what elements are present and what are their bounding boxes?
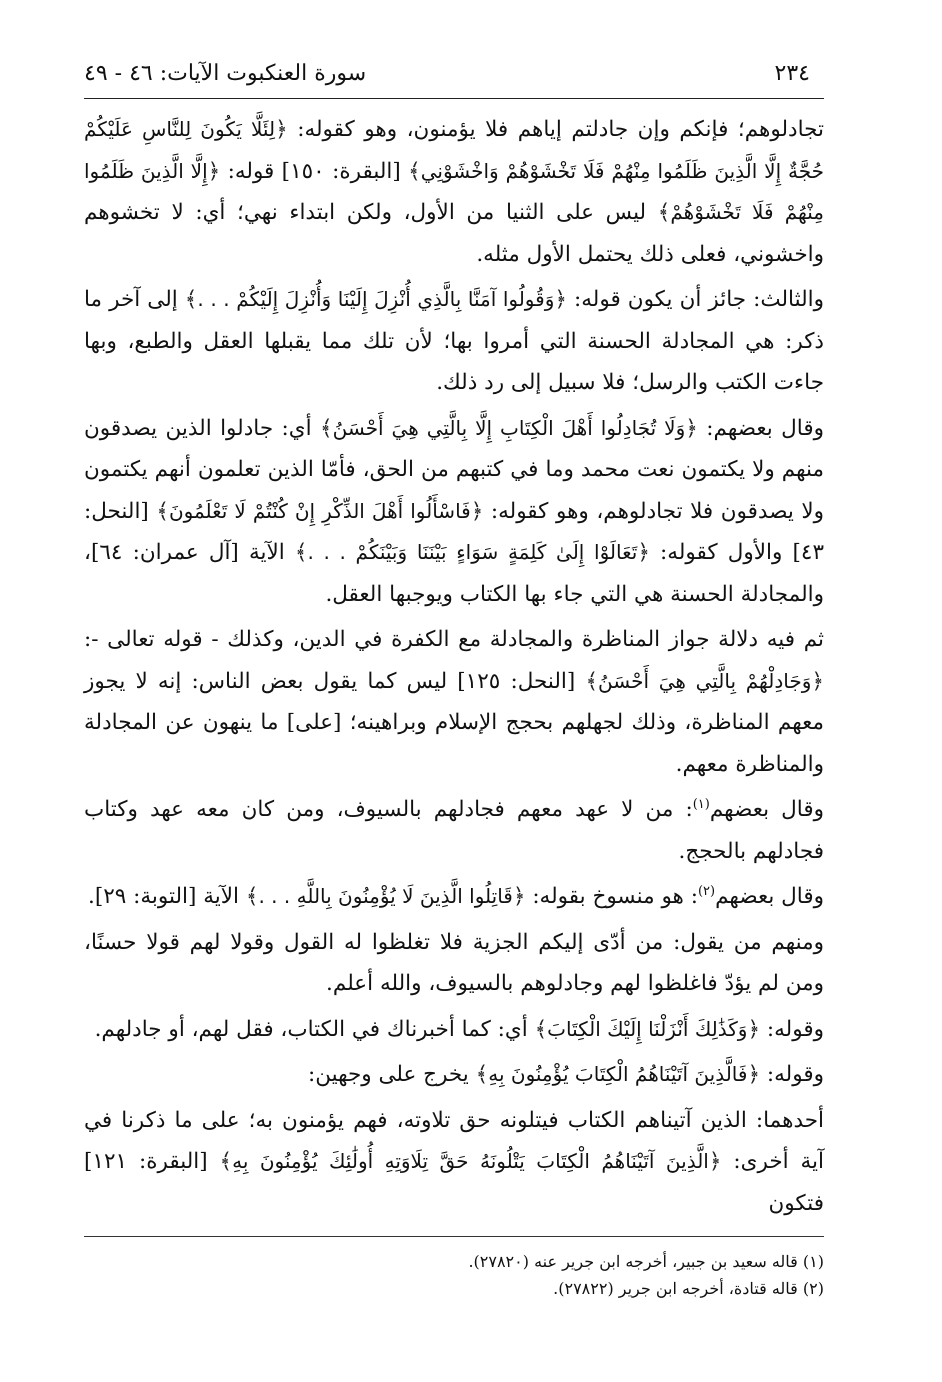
text-run: : من لا عهد معهم فجادلهم بالسيوف، ومن كان معه عهد وكتاب فجادلهم بالحجج. xyxy=(84,797,824,864)
ornate-bracket-open: ﴿ xyxy=(470,498,484,524)
quran-quote: تَعَالَوْا إِلَىٰ كَلِمَةٍ سَوَاءٍ بَيْنَنَا وَبَيْنَكُمْ . . . xyxy=(307,540,638,564)
running-header xyxy=(84,56,824,92)
paragraph xyxy=(84,1100,824,1225)
text-run: وقوله: xyxy=(760,1016,824,1042)
paragraph xyxy=(84,1009,824,1051)
quran-quote: وَلَا تُجَادِلُوا أَهْلَ الْكِتَابِ إِلَّا بِالَّتِي هِيَ أَحْسَنُ xyxy=(332,415,686,440)
ornate-bracket-close: ﴾ xyxy=(408,158,421,184)
ornate-bracket-open: ﴿ xyxy=(207,158,221,184)
ornate-bracket-open: ﴿ xyxy=(275,117,288,142)
quran-quote: فَالَّذِينَ آتَيْنَاهُمُ الْكِتَابَ يُؤْمِنُونَ بِهِ xyxy=(488,1062,748,1086)
text-run: ومنهم من يقول: من أدّى إليكم الجزية فلا تغلظوا له القول وقولا لهم قولا حسنًا، ومن لم يؤدّ فاغلظوا لهم وجادلوهم بالسيوف، والله أعلم. xyxy=(84,929,824,996)
paragraph xyxy=(84,109,824,275)
quran-quote: إِلَّا الَّذِينَ ظَلَمُوا مِنْهُمْ فَلَا تَخْشَوْهُمْ xyxy=(84,158,824,224)
ornate-bracket-close: ﴾ xyxy=(156,498,169,524)
ornate-bracket-close: ﴾ xyxy=(320,415,333,441)
text-run: تجادلوهم؛ فإنكم وإن جادلتم إياهم فلا يؤمنون، وهو كقوله: xyxy=(287,117,825,142)
ornate-bracket-open: ﴿ xyxy=(747,1016,761,1042)
text-run: وقال بعضهم xyxy=(709,797,824,822)
ornate-bracket-close: ﴾ xyxy=(245,884,259,909)
text-run: الآية [آل عمران: ٦٤]، والمجادلة الحسنة هي التي جاء بها الكتاب ويوجبها العقل. xyxy=(84,540,824,607)
quran-quote: لِئَلَّا يَكُونَ لِلنَّاسِ عَلَيْكُمْ حُجَّةٌ إِلَّا الَّذِينَ ظَلَمُوا مِنْهُمْ فَلَا تَخْشَوْهُمْ وَاخْشَوْنِي xyxy=(84,117,824,183)
ornate-bracket-open: ﴿ xyxy=(554,287,567,312)
text-run: ليس على الثنيا من الأول، ولكن ابتداء نهي؛ أي: لا تخشوهم واخشوني، فعلى ذلك يحتمل الأول مثله. xyxy=(84,200,824,267)
quran-quote: وَجَادِلْهُمْ بِالَّتِي هِيَ أَحْسَنُ xyxy=(598,668,812,693)
text-run: وقال بعضهم xyxy=(715,884,824,909)
text-run: يخرج على وجهين: xyxy=(307,1062,476,1087)
footnotes xyxy=(84,1248,824,1302)
text-run: أي: كما أخبرناك في الكتاب، فقل لهم، أو جادلهم. xyxy=(94,1016,535,1042)
text-run: [النحل: ٤٣] والأول كقوله: xyxy=(84,498,824,565)
paragraph xyxy=(84,1054,824,1096)
footnote-1: (١) قاله سعيد بن جبير، أخرجه ابن جرير عنه (٢٧٨٢٠). xyxy=(468,1252,824,1271)
page-number: ٢٣٤ xyxy=(774,61,810,86)
text-run: أي: جادلوا الذين يصدقون منهم ولا يكتمون نعت محمد وما في كتبهم من الحق، فأمّا الذين تعلمون أنهم يكتمون ولا يصدقون فلا تجادلوهم، وهو كقوله: xyxy=(84,415,824,524)
body-text xyxy=(84,109,824,1224)
quran-quote: فَاسْأَلُوا أَهْلَ الذِّكْرِ إِنْ كُنْتُمْ لَا تَعْلَمُونَ xyxy=(168,498,471,523)
text-run: ثم فيه دلالة جواز المناظرة والمجادلة مع الكفرة في الدين، وكذلك - قوله تعالى -: xyxy=(84,627,824,652)
ornate-bracket-close: ﴾ xyxy=(294,540,308,565)
paragraph xyxy=(84,876,824,918)
paragraph xyxy=(84,922,824,1005)
paragraph xyxy=(84,408,824,616)
footnote-marker: (٢) xyxy=(697,883,716,899)
header-rule xyxy=(84,98,824,99)
text-run: وقال بعضهم: xyxy=(697,415,824,441)
ornate-bracket-open: ﴿ xyxy=(637,540,650,565)
ornate-bracket-open: ﴿ xyxy=(811,668,824,694)
text-run: [البقرة: ١٢١] فتكون xyxy=(84,1149,824,1216)
running-title: سورة العنكبوت الآيات: ٤٦ - ٤٩ xyxy=(84,61,367,86)
paragraph xyxy=(84,279,824,404)
quran-quote: وَقُولُوا آمَنَّا بِالَّذِي أُنْزِلَ إِلَيْنَا وَأُنْزِلَ إِلَيْكُمْ . . . xyxy=(197,287,555,311)
ornate-bracket-open: ﴿ xyxy=(747,1062,761,1087)
ornate-bracket-close: ﴾ xyxy=(534,1016,548,1042)
ornate-bracket-close: ﴾ xyxy=(657,200,671,225)
text-run: [البقرة: ١٥٠] قوله: xyxy=(220,158,409,184)
text-run: إلى آخر ما ذكر: هي المجادلة الحسنة التي أمروا بها؛ لأن تلك مما يقبلها العقل والطبع، وبها جاءت الكتب والرسل؛ فلا سبيل إلى رد ذلك. xyxy=(84,287,824,395)
text-run: أحدهما: الذين آتيناهم الكتاب فيتلونه حق تلاوته، فهم يؤمنون به؛ على ما ذكرنا في آية أخرى: xyxy=(84,1107,824,1174)
quran-quote: وَكَذَٰلِكَ أَنْزَلْنَا إِلَيْكَ الْكِتَابَ xyxy=(547,1016,748,1041)
ornate-bracket-open: ﴿ xyxy=(708,1149,722,1174)
quran-quote: قَاتِلُوا الَّذِينَ لَا يُؤْمِنُونَ بِاللَّهِ . . . xyxy=(258,884,513,908)
ornate-bracket-open: ﴿ xyxy=(685,415,698,441)
ornate-bracket-open: ﴿ xyxy=(512,884,526,909)
footnote-marker: (١) xyxy=(692,796,710,812)
text-run: : هو منسوخ بقوله: xyxy=(525,884,698,909)
footnote-separator xyxy=(84,1236,824,1237)
quran-quote: الَّذِينَ آتَيْنَاهُمُ الْكِتَابَ يَتْلُونَهُ حَقَّ تِلَاوَتِهِ أُولَٰئِكَ يُؤْمِنُونَ بِهِ xyxy=(232,1149,709,1173)
text-run: وقوله: xyxy=(760,1062,824,1087)
text-run: [النحل: ١٢٥] ليس كما يقول بعض الناس: إنه لا يجوز معهم المناظرة، وذلك لجهلهم بحجج الإسلام وبراهينه؛ [على] ما ينهون عن المجادلة والمناظرة معهم. xyxy=(84,668,824,777)
paragraph xyxy=(84,619,824,785)
text-run: والثالث: جائز أن يكون قوله: xyxy=(566,287,824,312)
ornate-bracket-close: ﴾ xyxy=(475,1062,489,1087)
ornate-bracket-close: ﴾ xyxy=(585,668,599,694)
footnote-2: (٢) قاله قتادة، أخرجه ابن جرير (٢٧٨٢٢). xyxy=(553,1279,824,1298)
text-run: الآية [التوبة: ٢٩]. xyxy=(87,884,246,909)
ornate-bracket-close: ﴾ xyxy=(184,287,198,312)
ornate-bracket-close: ﴾ xyxy=(219,1149,233,1174)
book-page xyxy=(84,56,824,1346)
paragraph xyxy=(84,789,824,872)
